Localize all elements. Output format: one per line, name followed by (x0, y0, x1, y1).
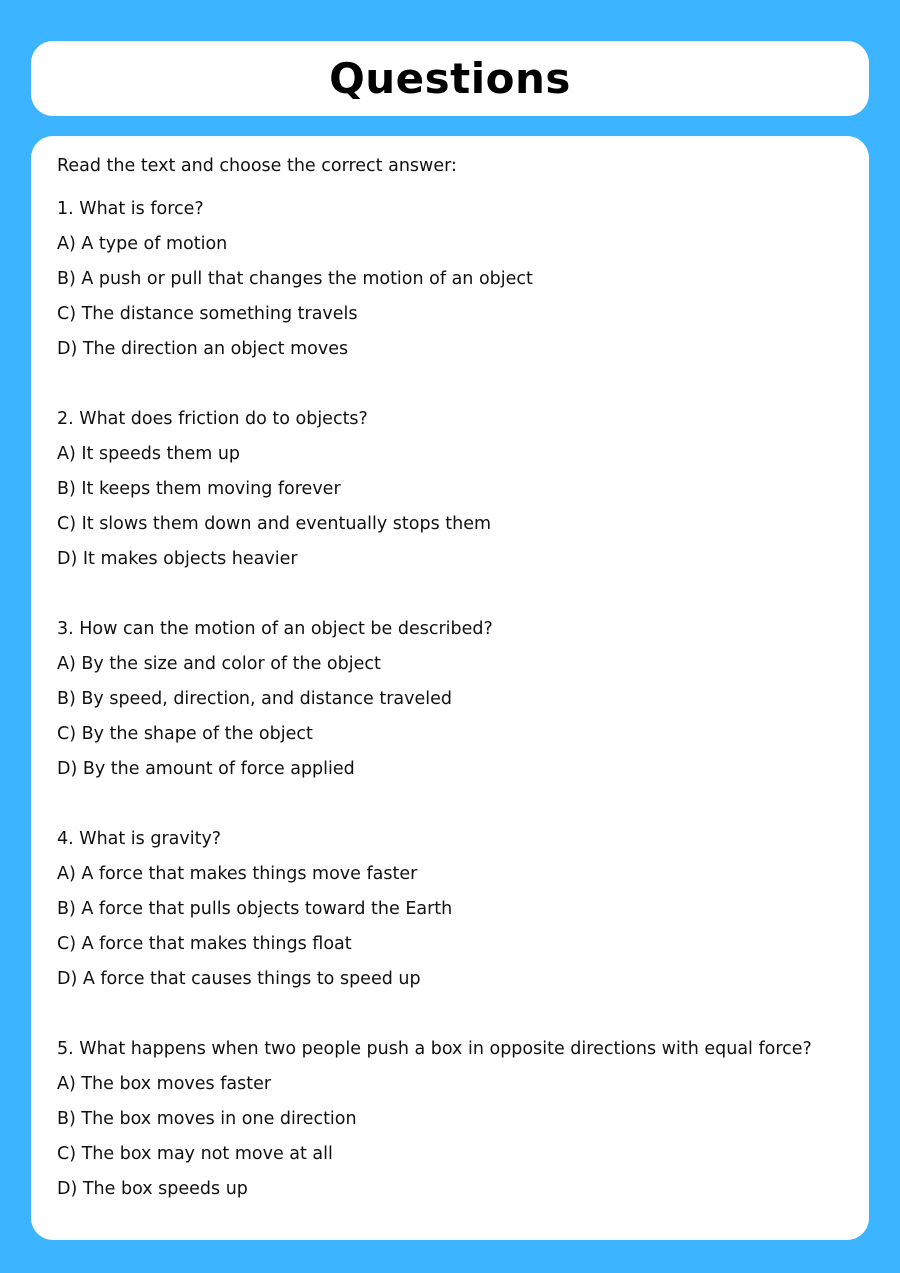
answer-option: D) It makes objects heavier (57, 549, 298, 569)
answer-option: D) By the amount of force applied (57, 759, 355, 779)
answer-option: A) The box moves faster (57, 1074, 272, 1094)
instructions-text: Read the text and choose the correct answer: (57, 156, 457, 176)
questions-card (31, 136, 869, 1240)
question-block-1 (57, 192, 849, 367)
answer-option: A) A force that makes things move faster (57, 864, 418, 884)
question-block-4 (57, 822, 849, 997)
question-block-3 (57, 612, 849, 787)
answer-option: D) The direction an object moves (57, 339, 349, 359)
page-title: Questions (329, 53, 571, 103)
answer-option: A) It speeds them up (57, 444, 241, 464)
question-text: 5. What happens when two people push a box in opposite directions with equal force? (57, 1039, 812, 1059)
answer-option: C) It slows them down and eventually stops them (57, 514, 492, 534)
answer-option: C) By the shape of the object (57, 724, 313, 744)
question-text: 3. How can the motion of an object be described? (57, 619, 493, 639)
questions-content (57, 152, 849, 1207)
question-block-5 (57, 1032, 849, 1207)
answer-option: D) The box speeds up (57, 1179, 248, 1199)
title-card (31, 41, 869, 116)
answer-option: C) A force that makes things float (57, 934, 352, 954)
answer-option: A) A type of motion (57, 234, 228, 254)
answer-option: B) The box moves in one direction (57, 1109, 357, 1129)
answer-option: B) By speed, direction, and distance traveled (57, 689, 452, 709)
answer-option: B) It keeps them moving forever (57, 479, 341, 499)
question-text: 1. What is force? (57, 199, 204, 219)
answer-option: B) A push or pull that changes the motion of an object (57, 269, 533, 289)
answer-option: B) A force that pulls objects toward the Earth (57, 899, 453, 919)
answer-option: A) By the size and color of the object (57, 654, 381, 674)
answer-option: C) The box may not move at all (57, 1144, 333, 1164)
question-block-2 (57, 402, 849, 577)
answer-option: D) A force that causes things to speed up (57, 969, 421, 989)
answer-option: C) The distance something travels (57, 304, 358, 324)
question-text: 4. What is gravity? (57, 829, 222, 849)
question-text: 2. What does friction do to objects? (57, 409, 368, 429)
